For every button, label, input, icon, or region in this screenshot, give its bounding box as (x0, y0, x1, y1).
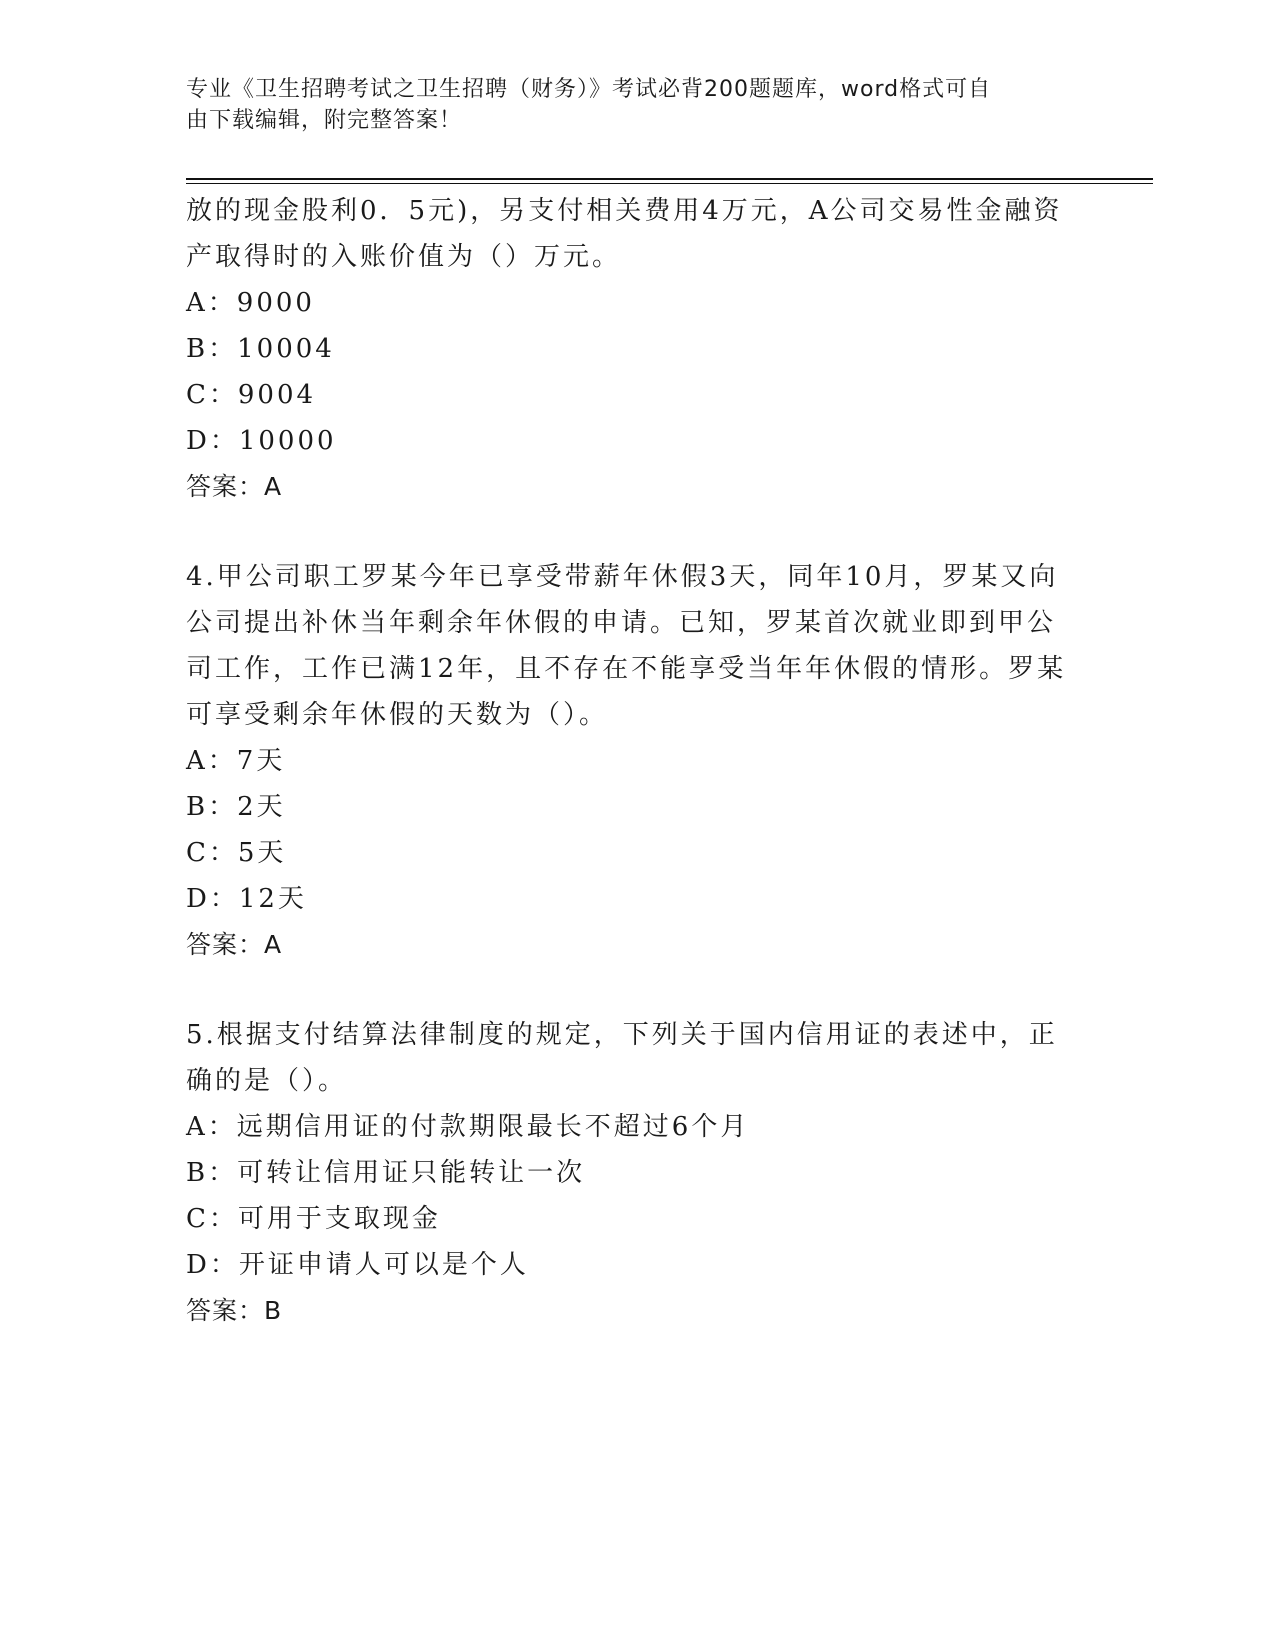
question-stem-line: 可享受剩余年休假的天数为（）。 (186, 700, 609, 730)
option-c: C：5天 (186, 838, 287, 868)
header-divider-thick (186, 178, 1153, 180)
header-line-1: 专业《卫生招聘考试之卫生招聘（财务）》考试必背200题题库，word格式可自 (186, 77, 992, 102)
question-stem-line: 5.根据支付结算法律制度的规定，下列关于国内信用证的表述中，正 (186, 1020, 1058, 1050)
option-b: B：10004 (186, 334, 335, 364)
header-divider-thin (186, 183, 1153, 184)
question-4 (186, 554, 1086, 968)
option-a: A：远期信用证的付款期限最长不超过6个月 (186, 1112, 750, 1142)
option-d: D：12天 (186, 884, 307, 914)
question-stem-line: 放的现金股利0．5元)，另支付相关费用4万元，A公司交易性金融资 (186, 196, 1063, 226)
option-b: B：2天 (186, 792, 286, 822)
option-c: C：9004 (186, 380, 317, 410)
option-a: A：7天 (186, 746, 286, 776)
question-stem-line: 公司提出补休当年剩余年休假的申请。已知，罗某首次就业即到甲公 (186, 608, 1057, 638)
option-a: A：9000 (186, 288, 315, 318)
question-stem-line: 产取得时的入账价值为（）万元。 (186, 242, 622, 272)
option-c: C：可用于支取现金 (186, 1204, 441, 1234)
question-5 (186, 1012, 1086, 1334)
answer-line: 答案：A (186, 930, 283, 959)
document-header (186, 74, 1066, 136)
option-d: D：开证申请人可以是个人 (186, 1250, 529, 1280)
answer-line: 答案：B (186, 1296, 283, 1325)
option-d: D：10000 (186, 426, 337, 456)
question-spacer (186, 968, 1086, 1012)
question-spacer (186, 510, 1086, 554)
question-stem-line: 确的是（）。 (186, 1066, 348, 1096)
question-3 (186, 188, 1086, 510)
option-b: B：可转让信用证只能转让一次 (186, 1158, 586, 1188)
header-line-2: 由下载编辑，附完整答案！ (186, 108, 463, 133)
answer-line: 答案：A (186, 472, 283, 501)
question-list (186, 188, 1086, 1334)
question-stem-line: 4.甲公司职工罗某今年已享受带薪年休假3天，同年10月，罗某又向 (186, 562, 1059, 592)
question-stem-line: 司工作，工作已满12年，且不存在不能享受当年年休假的情形。罗某 (186, 654, 1067, 684)
